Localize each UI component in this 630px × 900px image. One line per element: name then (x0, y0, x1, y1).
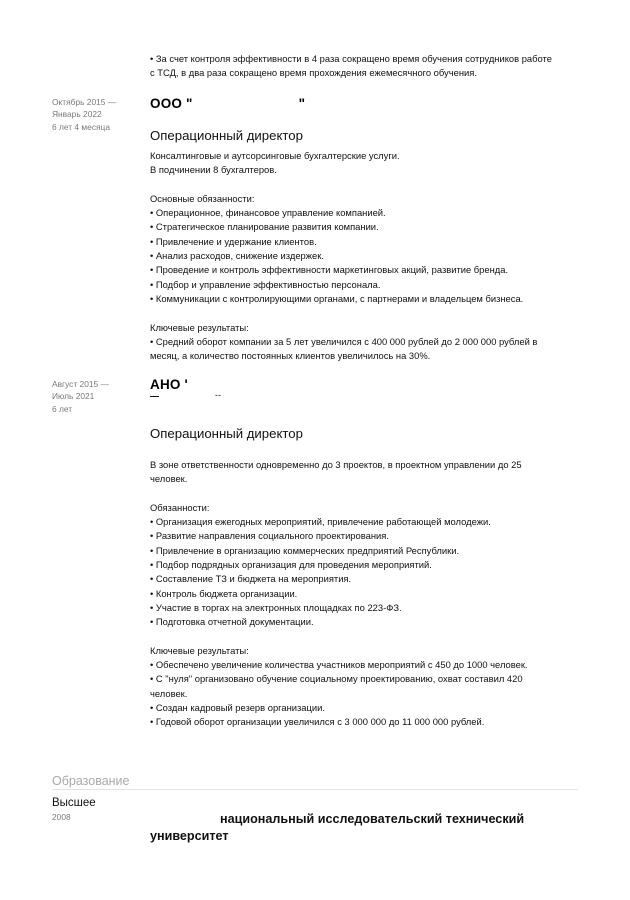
job1-org-name (150, 96, 305, 111)
intro-line: • За счет контроля эффективности в 4 раза сокращено время обучения сотрудников работе (150, 53, 552, 64)
job1-line: • Привлечение и удержание клиентов. (150, 235, 317, 247)
intro-line: с ТСД, в два раза сокращено время прохождения ежемесячного обучения. (150, 67, 477, 79)
job1-period-start: Октябрь 2015 — (52, 97, 117, 107)
job1-period (52, 96, 116, 133)
job1-line (150, 178, 590, 192)
job2-line: • Участие в торгах на электронных площадках по 223-ФЗ. (150, 601, 402, 613)
job2-line: • Создан кадровый резерв организации. (150, 702, 325, 714)
job2-line (150, 487, 590, 501)
job1-line: Основные обязанности: (150, 192, 255, 204)
job1-line: Ключевые результаты: (150, 321, 249, 333)
education-institution (150, 811, 570, 845)
job1-line: • Проведение и контроль эффективности маркетинговых акций, развитие бренда. (150, 264, 509, 276)
job2-line: Обязанности: (150, 501, 210, 513)
job2-line: • Подготовка отчетной документации. (150, 616, 314, 628)
job2-org-name (150, 377, 188, 392)
job1-org-suffix: " (298, 96, 306, 111)
job2-line (150, 630, 590, 644)
job1-line (150, 306, 590, 320)
job2-duration: 6 лет (52, 403, 73, 414)
job2-line: • Подбор подрядных организация для проведения мероприятий. (150, 559, 432, 571)
job2-org-redacted (150, 392, 214, 397)
job1-line: • Операционное, финансовое управление компанией. (150, 207, 386, 219)
job1-line: В подчинении 8 бухгалтеров. (150, 164, 277, 176)
education-institution-line2: университет (150, 829, 229, 843)
job2-line: • Контроль бюджета организации. (150, 587, 298, 599)
education-section-title: Образование (52, 774, 130, 788)
job2-line: человек. (150, 687, 188, 699)
education-level: Высшее (52, 797, 96, 809)
job1-description (150, 149, 590, 363)
job1-position: Операционный директор (150, 128, 303, 143)
job2-line: • С "нуля" организовано обучение социальному проектированию, охват составил 420 (150, 673, 523, 685)
job1-org-prefix: ООО " (150, 96, 193, 111)
intro-achievements (150, 52, 590, 81)
education-institution-line1: национальный исследовательский технический (220, 812, 525, 826)
job1-duration: 6 лет 4 месяца (52, 121, 110, 132)
job1-line: • Коммуникации с контролирующими органами, с партнерами и владельцем бизнеса. (150, 292, 524, 304)
job2-position: Операционный директор (150, 426, 303, 441)
job1-line: Консалтинговые и аутсорсинговые бухгалтерские услуги. (150, 150, 400, 161)
job1-line: • Стратегическое планирование развития компании. (150, 221, 379, 233)
job2-line: человек. (150, 473, 188, 485)
job2-period-end: Июль 2021 (52, 391, 95, 402)
job1-line: • Анализ расходов, снижение издержек. (150, 250, 324, 262)
job2-line: • Обеспечено увеличение количества участников мероприятий с 450 до 1000 человек. (150, 659, 528, 671)
job2-period (52, 378, 109, 415)
job2-org-prefix: АНО ' (150, 377, 188, 392)
job2-line: • Составление ТЗ и бюджета на мероприятия. (150, 573, 352, 585)
job2-org-dash (150, 396, 159, 397)
job2-line: Ключевые результаты: (150, 644, 249, 656)
job2-period-start: Август 2015 — (52, 379, 109, 389)
job1-line: • Подбор и управление эффективностью персонала. (150, 278, 381, 290)
job2-description (150, 458, 590, 730)
job2-line: • Развитие направления социального проектирования. (150, 530, 389, 542)
job1-line: • Средний оборот компании за 5 лет увеличился с 400 000 рублей до 2 000 000 рублей в (150, 335, 538, 347)
job2-org-suffix: -- (215, 390, 221, 400)
job1-line: месяц, а количество постоянных клиентов увеличилось на 30%. (150, 350, 431, 362)
job1-period-end: Январь 2022 (52, 109, 102, 120)
job2-line: В зоне ответственности одновременно до 3 проектов, в проектном управлении до 25 (150, 459, 522, 470)
job2-line: • Годовой оборот организации увеличился с 3 000 000 до 11 000 000 рублей. (150, 716, 485, 728)
job2-line: • Организация ежегодных мероприятий, привлечение работающей молодежи. (150, 516, 491, 528)
education-year: 2008 (52, 812, 71, 822)
section-divider (52, 789, 578, 790)
job2-line: • Привлечение в организацию коммерческих предприятий Республики. (150, 544, 460, 556)
